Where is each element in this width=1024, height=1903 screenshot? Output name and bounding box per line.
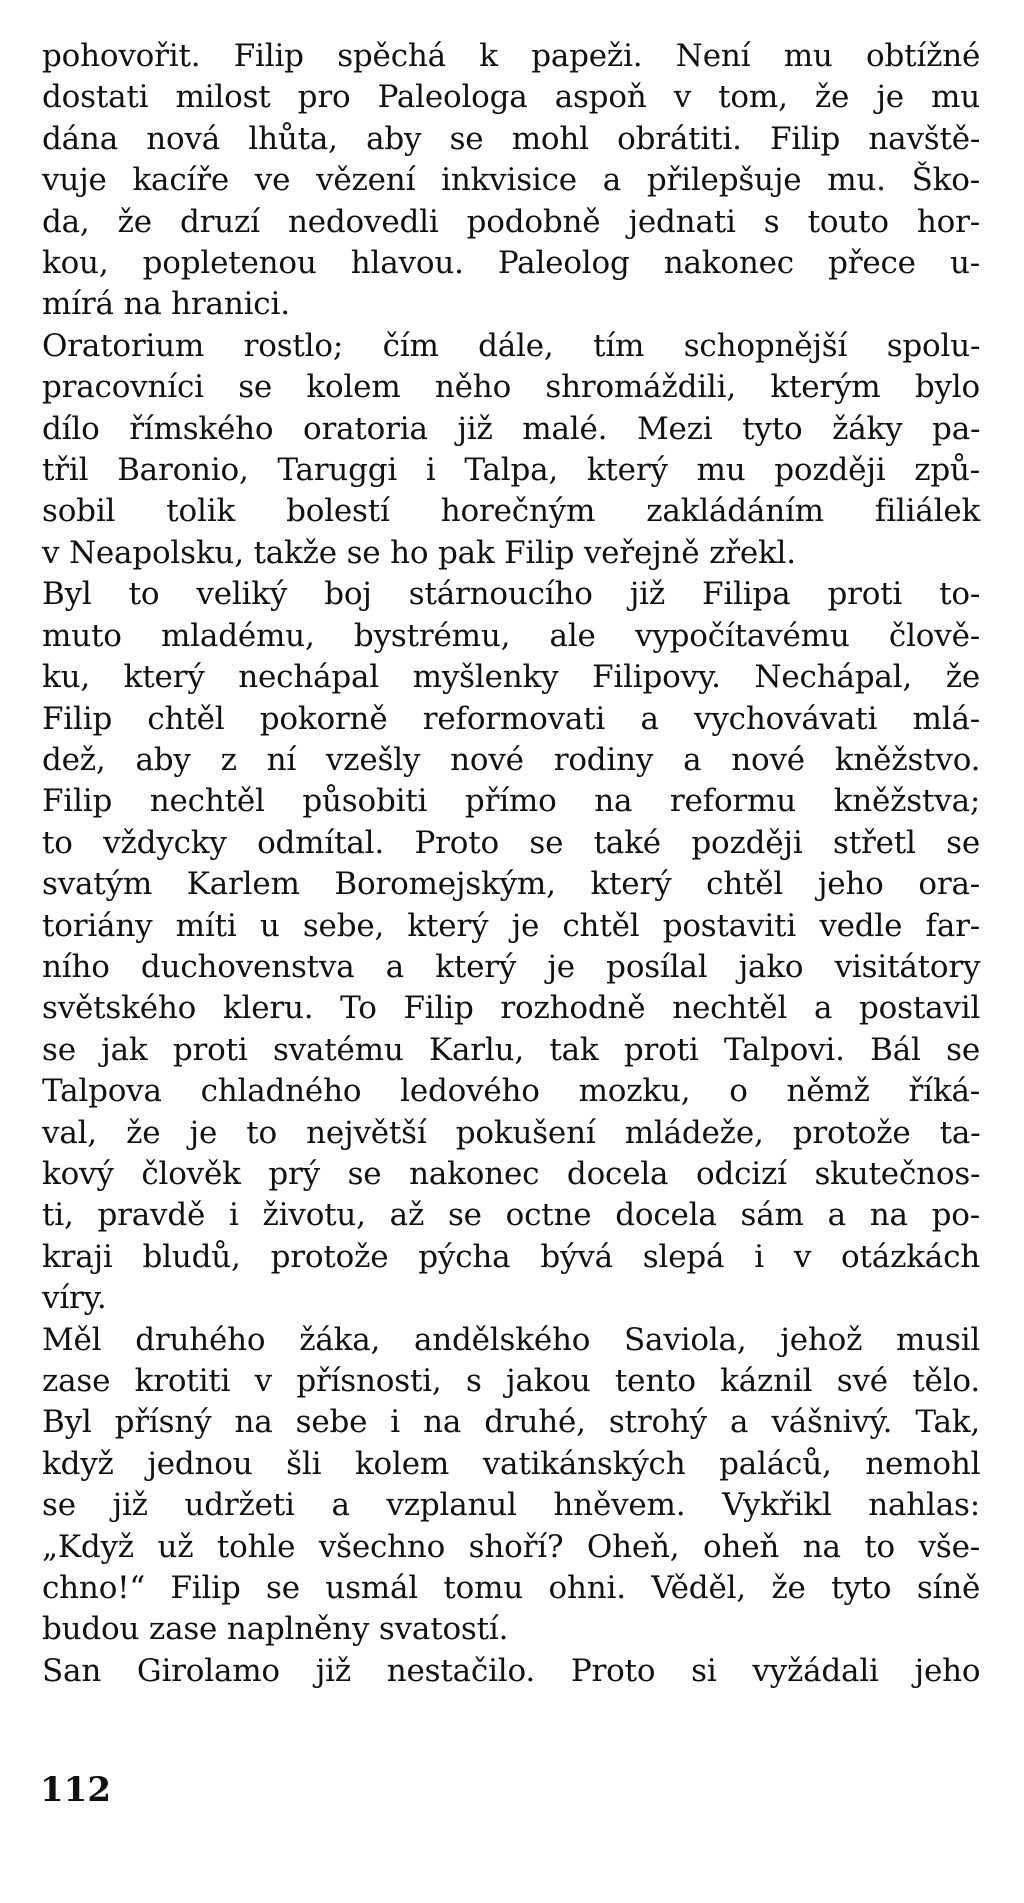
text-line: kový člověk prý se nakonec docela odcizí skutečnos- xyxy=(42,1155,981,1192)
text-line: ti, pravdě i životu, až se octne docela sám a na po- xyxy=(42,1197,980,1234)
text-line: dílo římského oratoria již malé. Mezi tyto žáky pa- xyxy=(42,410,981,447)
text-line: sobil tolik bolestí horečným zakládáním filiálek xyxy=(42,493,981,530)
text-line: světského kleru. To Filip rozhodně nechtěl a postavil xyxy=(42,990,981,1027)
text-line: dána nová lhůta, aby se mohl obrátiti. Filip navště- xyxy=(42,120,981,157)
text-line: Filip nechtěl působiti přímo na reformu kněžstva; xyxy=(42,783,981,820)
text-line: se jak proti svatému Karlu, tak proti Talpovi. Bál se xyxy=(42,1031,980,1068)
text-line: víry. xyxy=(42,1280,107,1317)
text-line: pracovníci se kolem něho shromáždili, kterým bylo xyxy=(42,369,980,406)
text-line: ního duchovenstva a který je posílal jako visitátory xyxy=(42,948,981,985)
text-line: toriány míti u sebe, který je chtěl postaviti vedle far- xyxy=(42,907,980,944)
text-line: kraji bludů, protože pýcha bývá slepá i v otázkách xyxy=(42,1238,980,1275)
text-line: „Když už tohle všechno shoří? Oheň, oheň na to vše- xyxy=(42,1528,980,1565)
text-line: da, že druzí nedovedli podobně jednati s touto hor- xyxy=(42,203,980,240)
text-line: Filip chtěl pokorně reformovati a vychovávati mlá- xyxy=(42,700,981,737)
text-line: budou zase naplněny svatostí. xyxy=(42,1611,509,1648)
text-line: San Girolamo již nestačilo. Proto si vyžádali jeho xyxy=(42,1652,981,1689)
text-line: třil Baronio, Taruggi i Talpa, který mu později způ- xyxy=(42,452,981,489)
text-line: když jednou šli kolem vatikánských paláců, nemohl xyxy=(42,1445,981,1482)
text-line: svatým Karlem Boromejským, který chtěl jeho ora- xyxy=(42,866,980,903)
text-line: pohovořit. Filip spěchá k papeži. Není mu obtížné xyxy=(42,38,981,74)
text-line: Byl to veliký boj stárnoucího již Filipa proti to- xyxy=(42,576,981,613)
text-line: chno!“ Filip se usmál tomu ohni. Věděl, že tyto síně xyxy=(42,1570,981,1607)
page-number: 112 xyxy=(40,1770,111,1810)
text-line: kou, popletenou hlavou. Paleolog nakonec přece u- xyxy=(42,245,980,282)
text-line: ku, který nechápal myšlenky Filipovy. Nechápal, že xyxy=(42,659,980,696)
body-text xyxy=(42,36,980,1692)
text-line: dež, aby z ní vzešly nové rodiny a nové kněžstvo. xyxy=(42,741,981,778)
text-line: dostati milost pro Paleologa aspoň v tom, že je mu xyxy=(42,79,980,116)
text-line: Oratorium rostlo; čím dále, tím schopnější spolu- xyxy=(42,327,981,364)
text-line: vuje kacíře ve vězení inkvisice a přilepšuje mu. Ško- xyxy=(42,162,980,199)
text-line: zase krotiti v přísnosti, s jakou tento káznil své tělo. xyxy=(42,1363,980,1399)
text-line: Měl druhého žáka, andělského Saviola, jehož musil xyxy=(42,1321,981,1358)
text-line: v Neapolsku, takže se ho pak Filip veřejně zřekl. xyxy=(42,534,796,571)
text-line: Byl přísný na sebe i na druhé, strohý a vášnivý. Tak, xyxy=(42,1404,980,1441)
text-line: Talpova chladného ledového mozku, o němž říká- xyxy=(42,1073,981,1110)
text-line: to vždycky odmítal. Proto se také později střetl se xyxy=(42,824,980,861)
text-line: se již udržeti a vzplanul hněvem. Vykřikl nahlas: xyxy=(42,1487,980,1524)
text-line: mírá na hranici. xyxy=(42,286,290,323)
text-line: muto mladému, bystrému, ale vypočítavému člově- xyxy=(42,617,980,654)
text-line: val, že je to největší pokušení mládeže, protože ta- xyxy=(42,1114,981,1151)
